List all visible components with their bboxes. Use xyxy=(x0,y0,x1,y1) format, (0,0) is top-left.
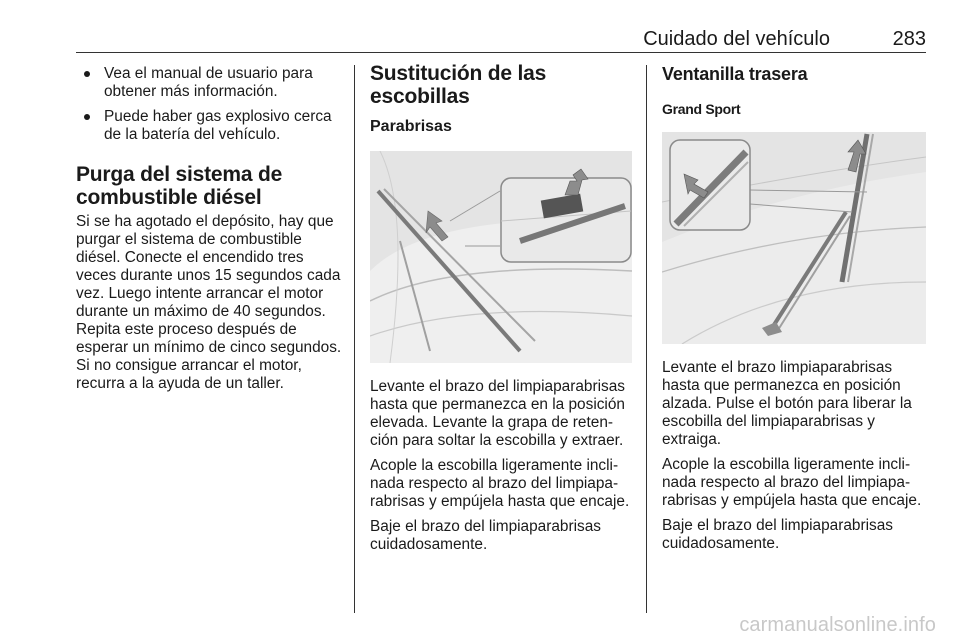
paragraph-diesel-purge: Si se ha agotado el depósito, hay que purgar el sistema de combustible diésel. Conecte el encendido tres veces durante unos 15 segundos cada vez. Luego intente arrancar el motor durante un máximo de 40 segundos. Repita este proceso después de esperar un mínimo de cinco segundos. Si no consigue arrancar el motor, recurra a la ayuda de un taller. xyxy=(76,213,342,392)
column-divider-1 xyxy=(354,65,355,613)
paragraph-rear-window-2: Acople la escobilla ligeramente incli-nada respecto al brazo del limpiapa-rabrisas y empújela hasta que encaje. xyxy=(662,456,922,509)
column-3 xyxy=(662,62,926,560)
bullet-list xyxy=(76,65,342,144)
paragraph-windshield-1: Levante el brazo del limpiaparabrisas hasta que permanezca en la posición elevada. Levante la grapa de reten-ción para soltar la escobilla y extraer. xyxy=(370,378,625,449)
page-header-title: Cuidado del vehículo xyxy=(643,28,830,50)
header-divider xyxy=(76,52,926,53)
subheading-grand-sport: Grand Sport xyxy=(662,101,741,117)
paragraph-windshield-2: Acople la escobilla ligeramente incli-nada respecto al brazo del limpiapa-rabrisas y empújela hasta que encaje. xyxy=(370,457,630,510)
paragraph-rear-window-3: Baje el brazo del limpiaparabrisas cuidadosamente. xyxy=(662,517,893,552)
page-number: 283 xyxy=(892,28,926,50)
paragraph-windshield-3: Baje el brazo del limpiaparabrisas cuidadosamente. xyxy=(370,518,601,553)
section-heading-diesel-purge: Purga del sistema de combustible diésel xyxy=(76,163,283,209)
bullet-item: Puede haber gas explosivo cerca de la batería del vehículo. xyxy=(76,108,342,144)
bullet-item: Vea el manual de usuario para obtener más información. xyxy=(76,65,342,101)
windshield-wiper-illustration xyxy=(370,151,632,363)
rear-wiper-illustration xyxy=(662,132,926,344)
column-2 xyxy=(370,62,632,561)
watermark-text: carmanualsonline.info xyxy=(739,614,936,636)
subheading-windshield: Parabrisas xyxy=(370,118,452,135)
paragraph-rear-window-1: Levante el brazo limpiaparabrisas hasta que permanezca en posición alzada. Pulse el botón para liberar la escobilla del limpiaparabrisas y extraiga. xyxy=(662,359,912,448)
column-1 xyxy=(76,62,342,400)
column-divider-2 xyxy=(646,65,647,613)
section-heading-wiper-replacement: Sustitución de las escobillas xyxy=(370,62,547,108)
section-heading-rear-window: Ventanilla trasera xyxy=(662,64,808,84)
